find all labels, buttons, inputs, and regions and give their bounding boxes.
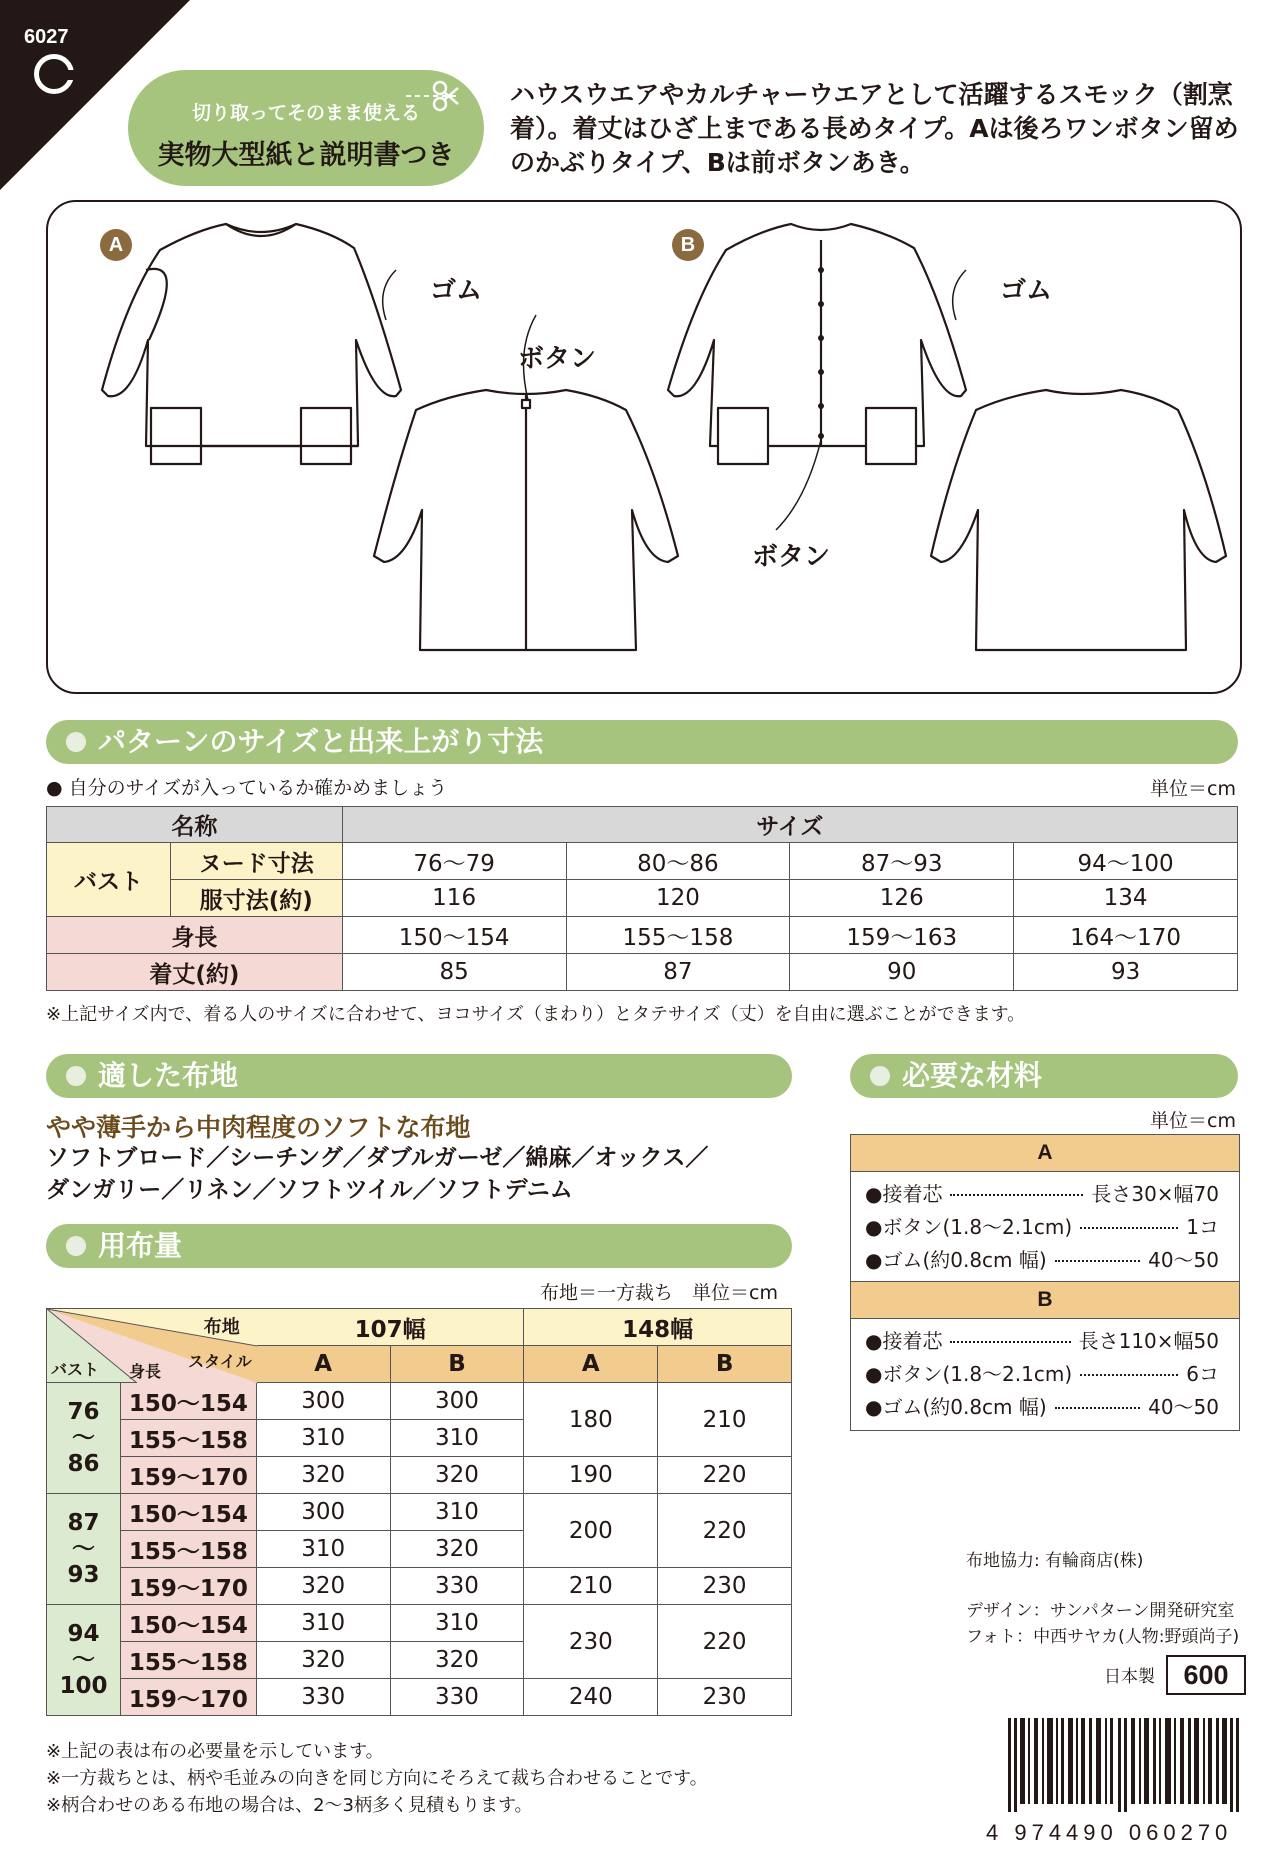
size-cell: 90 — [790, 954, 1014, 991]
materials-item — [851, 1356, 1239, 1389]
yardage-cell: 300 — [256, 1383, 390, 1420]
yardage-height-cell: 155〜158 — [120, 1642, 256, 1679]
yardage-cell: 330 — [390, 1679, 524, 1716]
materials-item-value: 40〜50 — [1148, 1248, 1219, 1272]
yardage-cell: 220 — [658, 1494, 792, 1568]
yardage-cell: 310 — [256, 1531, 390, 1568]
yardage-height-cell: 150〜154 — [120, 1383, 256, 1420]
yardage-footnote: ※上記の表は布の必要量を示しています。 — [46, 1741, 384, 1762]
credit-photo: フォト：中西サヤカ(人物:野頭尚子) — [966, 1627, 1240, 1647]
yardage-unit: 布地＝一方裁ち 単位＝cm — [540, 1282, 778, 1304]
pattern-code: 6027 — [24, 26, 69, 48]
yardage-cell: 320 — [390, 1531, 524, 1568]
yardage-cell: 310 — [256, 1420, 390, 1457]
size-cell: 159〜163 — [790, 917, 1014, 954]
yardage-height-cell: 159〜170 — [120, 1457, 256, 1494]
materials-a-header: A — [851, 1135, 1239, 1172]
size-cell: 150〜154 — [342, 917, 566, 954]
materials-item-value: 40〜50 — [1148, 1395, 1219, 1419]
yardage-cell: 210 — [658, 1383, 792, 1457]
size-unit: 単位＝cm — [1150, 778, 1236, 800]
yardage-cell: 300 — [256, 1494, 390, 1531]
made-in: 日本製 — [1104, 1667, 1155, 1687]
materials-item-value: 6コ — [1186, 1362, 1219, 1386]
yardage-cell: 320 — [256, 1457, 390, 1494]
marker-b: B — [672, 229, 704, 261]
materials-item — [851, 1242, 1239, 1275]
materials-item-name: ●接着芯 — [865, 1182, 943, 1206]
yardage-cell: 310 — [390, 1420, 524, 1457]
badge-line1: 切り取ってそのまま使える — [191, 102, 420, 124]
materials-item — [851, 1209, 1239, 1242]
size-cell: 93 — [1014, 954, 1238, 991]
yardage-cell: 300 — [390, 1383, 524, 1420]
materials-box — [850, 1134, 1240, 1431]
yardage-corner-fabric: 布地 — [203, 1317, 240, 1338]
yardage-table — [46, 1308, 792, 1716]
materials-item-value: 長さ110×幅50 — [1078, 1329, 1219, 1353]
label-b-gom: ゴム — [1000, 276, 1053, 306]
materials-item-name: ●ゴム(約0.8cm 幅) — [865, 1395, 1047, 1419]
yardage-cell: 320 — [390, 1457, 524, 1494]
yardage-cell: 190 — [524, 1457, 658, 1494]
smock-b-front — [668, 224, 966, 464]
intro-text: ハウスウエアやカルチャーウエアとして活躍するスモック（割烹着）。着丈はひざ上まである長めタイプ。Aは後ろワンボタン留めのかぶりタイプ、Bは前ボタンあき。 — [510, 80, 1239, 177]
yardage-corner-bust: バスト — [51, 1360, 100, 1379]
size-bust-label: バスト — [47, 843, 171, 917]
materials-item-value: 長さ30×幅70 — [1091, 1182, 1219, 1206]
size-cell: 134 — [1014, 880, 1238, 917]
size-header-size: サイズ — [342, 807, 1237, 843]
size-cell: 120 — [566, 880, 790, 917]
yardage-cell: 310 — [390, 1605, 524, 1642]
label-a-gom: ゴム — [430, 276, 483, 306]
yardage-bust-cell: 94 〜 100 — [47, 1605, 121, 1716]
size-cell: 87 — [566, 954, 790, 991]
size-note: ● 自分のサイズが入っているか確かめましょう — [46, 777, 448, 799]
yardage-corner-style: スタイル — [188, 1352, 252, 1371]
yardage-style-b: B — [658, 1346, 792, 1383]
yardage-cell: 240 — [524, 1679, 658, 1716]
yardage-footnote: ※柄合わせのある布地の場合は、2〜3柄多く見積もります。 — [46, 1795, 533, 1816]
size-cell: 94〜100 — [1014, 843, 1238, 880]
scissors-icon — [404, 78, 460, 114]
yardage-cell: 230 — [658, 1568, 792, 1605]
yardage-height-cell: 159〜170 — [120, 1679, 256, 1716]
yardage-cell: 310 — [256, 1605, 390, 1642]
yardage-footnote: ※一方裁ちとは、柄や毛並みの向きを同じ方向にそろえて裁ち合わせることです。 — [46, 1768, 708, 1789]
yardage-cell: 330 — [256, 1679, 390, 1716]
yardage-cell: 210 — [524, 1568, 658, 1605]
size-cell: 85 — [342, 954, 566, 991]
yardage-bust-cell: 76 〜 86 — [47, 1383, 121, 1494]
size-table — [46, 806, 1238, 991]
smock-b-back — [931, 390, 1226, 650]
size-section-header: パターンのサイズと出来上がり寸法 — [46, 720, 1238, 764]
fabric-line2: ダンガリー／リネン／ソフトツイル／ソフトデニム — [46, 1177, 573, 1203]
size-cell: 164〜170 — [1014, 917, 1238, 954]
yardage-cell: 330 — [390, 1568, 524, 1605]
yardage-cell: 230 — [524, 1605, 658, 1679]
size-header-name: 名称 — [47, 807, 343, 843]
marker-a: A — [100, 229, 132, 261]
size-cell: 155〜158 — [566, 917, 790, 954]
label-a-button: ボタン — [518, 344, 597, 374]
credit-fabric: 布地協力: 有輪商店(株) — [966, 1551, 1144, 1571]
size-footnote: ※上記サイズ内で、着る人のサイズに合わせて、ヨコサイズ（まわり）とタテサイズ（丈）を自由に選ぶことができます。 — [46, 1004, 1026, 1025]
yardage-148-header: 148幅 — [524, 1309, 792, 1346]
size-nude-label: ヌード寸法 — [170, 843, 342, 880]
size-cell: 116 — [342, 880, 566, 917]
yardage-style-a: A — [524, 1346, 658, 1383]
materials-b-header: B — [851, 1281, 1239, 1319]
materials-item — [851, 1176, 1239, 1209]
yardage-height-cell: 159〜170 — [120, 1568, 256, 1605]
materials-unit: 単位＝cm — [1150, 1110, 1236, 1132]
fabric-headline: やや薄手から中肉程度のソフトな布地 — [46, 1113, 471, 1142]
spiral-logo-icon — [34, 54, 74, 94]
smock-a-back — [374, 390, 678, 650]
yardage-cell: 320 — [390, 1642, 524, 1679]
materials-item-name: ●ゴム(約0.8cm 幅) — [865, 1248, 1047, 1272]
yardage-corner — [47, 1309, 257, 1383]
yardage-cell: 320 — [256, 1568, 390, 1605]
yardage-footnotes — [46, 1738, 708, 1819]
yardage-height-cell: 155〜158 — [120, 1420, 256, 1457]
fabric-section-header: 適した布地 — [46, 1054, 792, 1098]
size-cell: 80〜86 — [566, 843, 790, 880]
yardage-cell: 220 — [658, 1605, 792, 1679]
materials-item-name: ●ボタン(1.8〜2.1cm) — [865, 1362, 1073, 1386]
yardage-107-header: 107幅 — [256, 1309, 524, 1346]
size-cell: 126 — [790, 880, 1014, 917]
yardage-height-cell: 155〜158 — [120, 1531, 256, 1568]
materials-section-header: 必要な材料 — [850, 1054, 1238, 1098]
smock-illustrations — [46, 200, 1238, 690]
yardage-cell: 180 — [524, 1383, 658, 1457]
yardage-style-a: A — [256, 1346, 390, 1383]
materials-item — [851, 1389, 1239, 1422]
barcode-number: 4 974490 060270 — [986, 1820, 1233, 1845]
size-height-label: 身長 — [47, 917, 343, 954]
yardage-cell: 200 — [524, 1494, 658, 1568]
yardage-cell: 310 — [390, 1494, 524, 1531]
label-b-button: ボタン — [752, 542, 831, 572]
size-cell: 76〜79 — [342, 843, 566, 880]
materials-item-value: 1コ — [1186, 1215, 1219, 1239]
size-garment-label: 服寸法(約) — [170, 880, 342, 917]
yardage-cell: 320 — [256, 1642, 390, 1679]
price-box: 600 — [1166, 1655, 1246, 1695]
materials-item-name: ●接着芯 — [865, 1329, 943, 1353]
size-note-text: 自分のサイズが入っているか確かめましょう — [68, 777, 448, 799]
fabric-line1: ソフトブロード／シーチング／ダブルガーゼ／綿麻／オックス／ — [46, 1145, 709, 1171]
yardage-section-header: 用布量 — [46, 1224, 792, 1268]
smock-a-front — [102, 224, 401, 464]
barcode-image — [1008, 1718, 1240, 1812]
badge-line2: 実物大型紙と説明書つき — [157, 140, 455, 171]
credit-design: デザイン：サンパターン開発研究室 — [966, 1601, 1235, 1621]
yardage-height-cell: 150〜154 — [120, 1494, 256, 1531]
yardage-corner-height: 身長 — [129, 1362, 162, 1381]
yardage-style-b: B — [390, 1346, 524, 1383]
materials-item-name: ●ボタン(1.8〜2.1cm) — [865, 1215, 1073, 1239]
yardage-height-cell: 150〜154 — [120, 1605, 256, 1642]
yardage-cell: 230 — [658, 1679, 792, 1716]
yardage-bust-cell: 87 〜 93 — [47, 1494, 121, 1605]
size-length-label: 着丈(約) — [47, 954, 343, 991]
size-cell: 87〜93 — [790, 843, 1014, 880]
yardage-cell: 220 — [658, 1457, 792, 1494]
materials-item — [851, 1323, 1239, 1356]
